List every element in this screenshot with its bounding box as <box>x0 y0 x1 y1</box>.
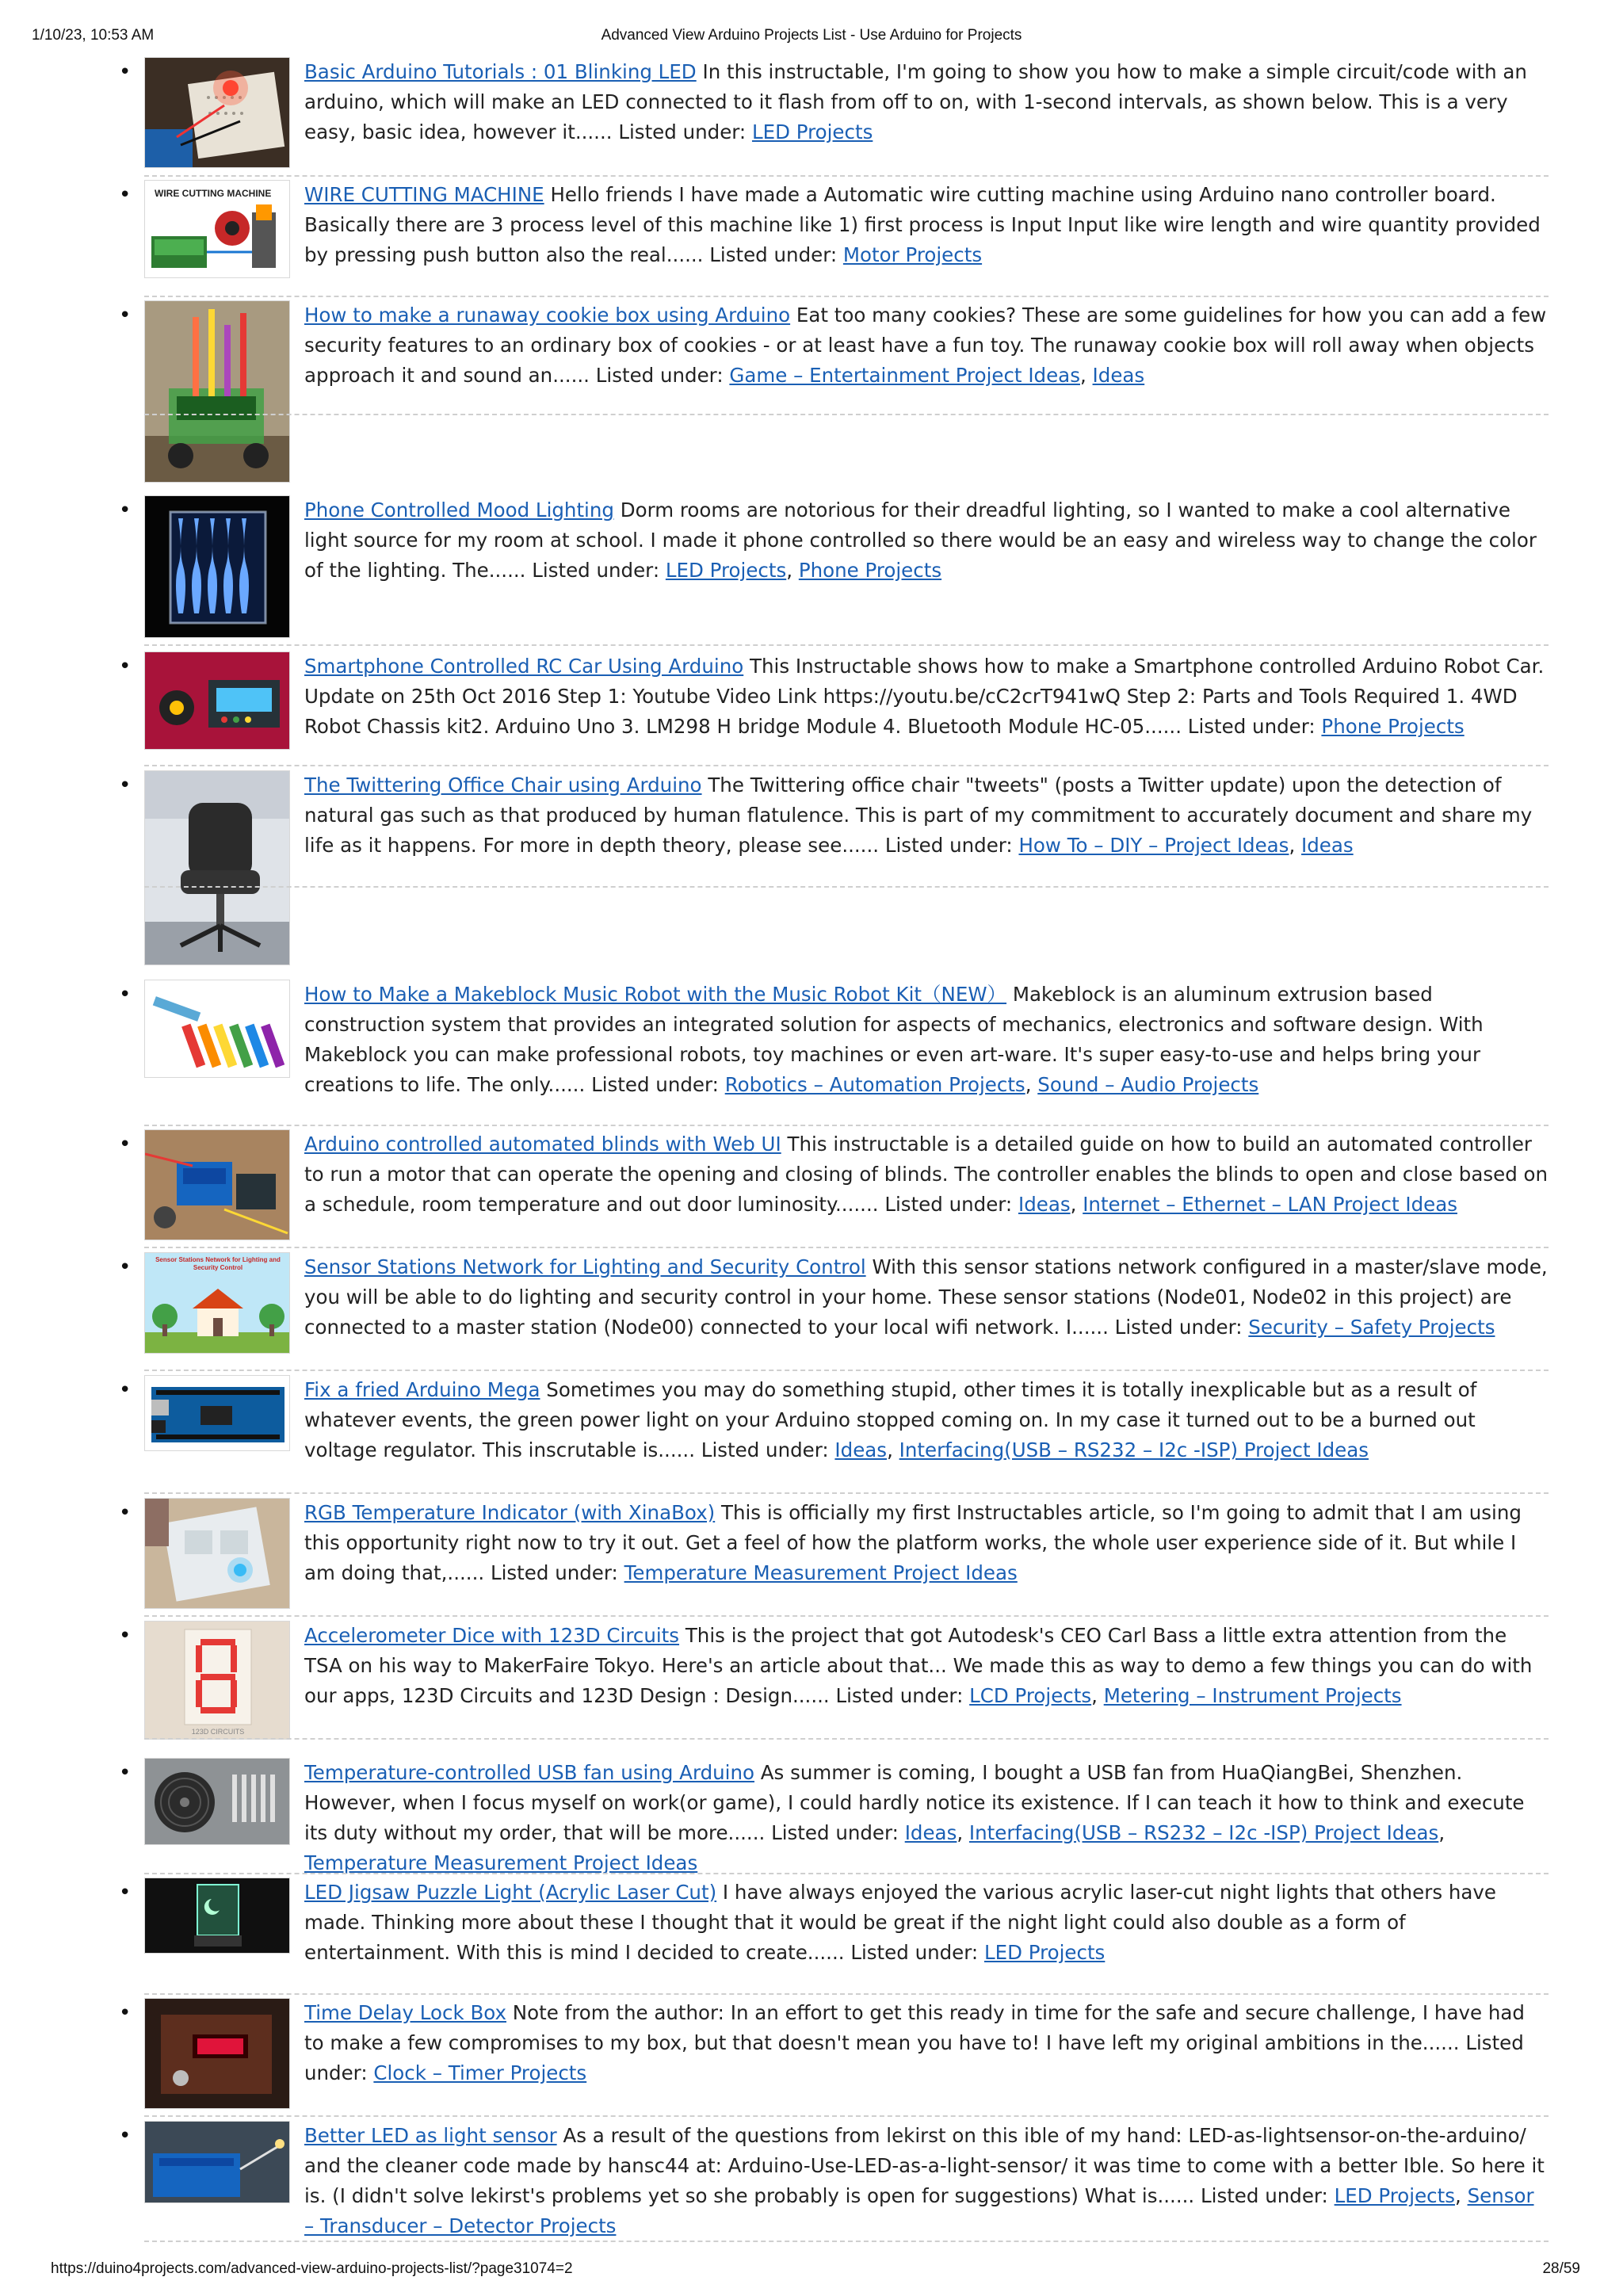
category-link[interactable]: Internet – Ethernet – LAN Project Ideas <box>1083 1193 1457 1216</box>
project-title-link[interactable]: Basic Arduino Tutorials : 01 Blinking LED <box>304 60 697 83</box>
category-link[interactable]: Motor Projects <box>842 243 983 266</box>
project-description: How to make a runaway cookie box using Arduino Eat too many cookies? These are some guidelines for how you can add a few security features to an ordinary box of cookies - or at least have a fun toy. The runaway cookie box will roll away when objects approach it and sound an...... Listed under: Game – Entertainment Project Ideas, Ideas <box>304 304 1547 387</box>
category-link[interactable]: LED Projects <box>665 559 787 582</box>
bullet: • <box>119 774 132 797</box>
wire-cutter-photo-icon <box>145 181 290 278</box>
listed-under-label: Listed under: <box>1114 1316 1243 1339</box>
project-description: Temperature-controlled USB fan using Arduino As summer is coming, I bought a USB fan from HuaQiangBei, Shenzhen. However, when I focus myself on work(or game), I could hardly notice its existence. If I can teach it how to think and execute its duty without my order, that will be more...... Listed under: Ideas, Interfacing(USB – RS232 – I2c -ISP) Project Ideas, Temperature Measurement Project Ideas <box>304 1761 1525 1874</box>
category-link[interactable]: Ideas <box>1092 364 1145 387</box>
arduino-mega-photo-icon <box>145 1376 290 1451</box>
project-list <box>0 54 1623 2244</box>
listed-under-label: Listed under: <box>884 834 1013 857</box>
category-link[interactable]: Temperature Measurement Project Ideas <box>304 1851 698 1874</box>
list-item <box>0 297 1623 492</box>
list-item <box>0 976 1623 1126</box>
category-link[interactable]: LED Projects <box>1334 2184 1455 2207</box>
dice-photo-icon <box>145 1622 290 1740</box>
project-title-link[interactable]: Fix a fried Arduino Mega <box>304 1378 540 1401</box>
blinds-controller-photo-icon <box>145 1130 290 1240</box>
project-title-link[interactable]: How to make a runaway cookie box using Arduino <box>304 304 791 327</box>
project-summary: I have always enjoyed the various acrylic laser-cut night lights that others have made. Thinking more about these I thought that it would be great if the night light could also double as a form of entertainment. With this is mind I decided to create...... <box>304 1881 1496 1964</box>
list-item <box>0 492 1623 648</box>
listed-under-label: Listed under: <box>835 1684 964 1707</box>
listed-under-label: Listed under: <box>595 364 724 387</box>
project-thumbnail[interactable] <box>144 1129 290 1240</box>
project-summary: As summer is coming, I bought a USB fan from HuaQiangBei, Shenzhen. However, when I focus myself on work(or game), I could hardly notice its existence. If I can teach it how to think and execute its duty without my order, that will be more...... <box>304 1761 1525 1844</box>
separator <box>144 1370 1549 1371</box>
project-thumbnail[interactable] <box>144 1498 290 1609</box>
thumbnail-caption: 123D CIRCUITS <box>191 1728 245 1736</box>
list-item <box>0 1126 1623 1249</box>
project-summary: This is officially my first Instructables article, so I'm going to admit that I am using this opportunity right now to try it out. Get a feel of how the platform works, the whole user experience side of it. But while I am doing that,...... <box>304 1501 1522 1584</box>
project-description: Fix a fried Arduino Mega Sometimes you may do something stupid, other times it is totally inexplicable but as a result of whatever events, the green power light on your Arduino stopped coming on. In my case it turned out to be a burned out voltage regulator. This inscrutable is...... Listed under: Ideas, Interfacing(USB – RS232 – I2c -ISP) Project Ideas <box>304 1378 1477 1461</box>
category-link[interactable]: Phone Projects <box>798 559 942 582</box>
bullet: • <box>119 2001 132 2025</box>
lock-box-photo-icon <box>145 1999 290 2109</box>
category-link[interactable]: Robotics – Automation Projects <box>724 1073 1025 1096</box>
project-description: Better LED as light sensor As a result of the questions from lekirst on this ible of my hand: LED-as-lightsensor-on-the-arduino/ and the cleaner code made by hansc44 at: Arduino-Use-LED-as-a-light-sensor/ it was time to come with a better Ible. So here it is. (I didn't solve lekirst's problems yet so she probably is open for suggestions) What is...... Listed under: LED Projects, Sensor – Transducer – Detector Projects <box>304 2124 1545 2237</box>
project-title-link[interactable]: Arduino controlled automated blinds with Web UI <box>304 1133 781 1156</box>
project-thumbnail[interactable] <box>144 1375 290 1451</box>
category-link[interactable]: Sensor – Transducer – Detector Projects <box>304 2184 1534 2237</box>
separator <box>144 2115 1549 2117</box>
category-link[interactable]: Ideas <box>834 1438 888 1461</box>
xinabox-photo-icon <box>145 1499 290 1609</box>
listed-under-label: Listed under: <box>490 1561 618 1584</box>
breadboard-photo-icon <box>145 58 290 168</box>
project-summary: The Twittering office chair "tweets" (posts a Twitter update) upon the detection of natural gas such as that produced by human flatulence. This is part of my commitment to accurately document and share my life as it happens. For more in depth theory, please see...... <box>304 774 1533 857</box>
listed-under-label: Listed under: <box>1187 715 1316 738</box>
project-thumbnail[interactable] <box>144 180 290 278</box>
project-thumbnail[interactable] <box>144 1878 290 1954</box>
list-item <box>0 1995 1623 2118</box>
project-thumbnail[interactable] <box>144 980 290 1078</box>
print-header <box>0 27 1623 51</box>
list-item <box>0 648 1623 767</box>
category-link[interactable]: LED Projects <box>751 120 873 143</box>
bullet: • <box>119 60 132 84</box>
project-thumbnail[interactable] <box>144 1998 290 2109</box>
project-description: The Twittering Office Chair using Arduino The Twittering office chair "tweets" (posts a Twitter update) upon the detection of natural gas such as that produced by human flatulence. This is part of my commitment to accurately document and share my life as it happens. For more in depth theory, please see...... Listed under: How To – DIY – Project Ideas, Ideas <box>304 774 1533 857</box>
project-thumbnail[interactable] <box>144 495 290 638</box>
category-link[interactable]: Ideas <box>904 1821 957 1844</box>
project-thumbnail[interactable] <box>144 300 290 483</box>
listed-under-label: Listed under: <box>701 1438 829 1461</box>
project-summary: This Instructable shows how to make a Smartphone controlled Arduino Robot Car. Update on 25th Oct 2016 Step 1: Youtube Video Link https://youtu.be/cC2crT941wQ Step 2: Parts and Tools Required 1. 4WD Robot Chassis kit2. Arduino Uno 3. LM298 H bridge Module 4. Bluetooth Module HC-05...... <box>304 655 1545 738</box>
category-link[interactable]: How To – DIY – Project Ideas <box>1018 834 1289 857</box>
project-thumbnail[interactable] <box>144 1758 290 1845</box>
project-thumbnail[interactable] <box>144 1621 290 1740</box>
project-summary: Hello friends I have made a Automatic wire cutting machine using Arduino nano controller board. Basically there are 3 process level of this machine like 1) first process is Input Input like wire length and wire quantity provided by pressing push button also the real...... <box>304 183 1541 266</box>
list-item <box>0 1755 1623 1874</box>
project-title-link[interactable]: Accelerometer Dice with 123D Circuits <box>304 1624 680 1647</box>
project-summary: As a result of the questions from lekirst on this ible of my hand: LED-as-lightsensor-on-the-arduino/ and the cleaner code made by hansc44 at: Arduino-Use-LED-as-a-light-sensor/ it was time to come with a better Ible. So here it is. (I didn't solve lekirst's problems yet so she probably is open for suggestions) What is...... <box>304 2124 1545 2207</box>
listed-under-label: Listed under: <box>304 2031 1524 2084</box>
project-thumbnail[interactable] <box>144 1252 290 1354</box>
bullet: • <box>119 1255 132 1279</box>
project-summary: In this instructable, I'm going to show you how to make a simple circuit/code with an arduino, which will make an LED connected to it flash from off to on, with 1-second intervals, as shown below. This is a very easy, basic idea, however it...... <box>304 60 1527 143</box>
project-title-link[interactable]: Temperature-controlled USB fan using Arduino <box>304 1761 754 1784</box>
project-description <box>304 1252 1549 1343</box>
listed-under-label: Listed under: <box>1200 2184 1328 2207</box>
project-title-link[interactable]: Time Delay Lock Box <box>304 2001 506 2024</box>
print-page-number: 28/59 <box>1542 2260 1580 2277</box>
bullet: • <box>119 983 132 1007</box>
xylophone-robot-photo-icon <box>145 980 290 1078</box>
project-description <box>304 1998 1549 2088</box>
category-link[interactable]: Metering – Instrument Projects <box>1103 1684 1402 1707</box>
sensor-network-poster-icon <box>145 1253 290 1354</box>
category-link[interactable]: LED Projects <box>983 1941 1106 1964</box>
thumbnail-caption: WIRE CUTTING MACHINE <box>155 188 272 199</box>
project-description: Phone Controlled Mood Lighting Dorm rooms are notorious for their dreadful lighting, so I wanted to make a cool alternative light source for my room at school. I made it phone controlled so there would be an easy and wireless way to change the color of the lighting. The...... Listed under: LED Projects, Phone Projects <box>304 499 1537 582</box>
project-description: Accelerometer Dice with 123D Circuits This is the project that got Autodesk's CEO Carl Bass a little extra attention from the TSA on his way to MakerFaire Tokyo. Here's an article about that... We made this as way to demo a few things you can do with our apps, 123D Circuits and 123D Design : Design...... Listed under: LCD Projects, Metering – Instrument Projects <box>304 1624 1533 1707</box>
project-title-link[interactable]: Phone Controlled Mood Lighting <box>304 499 614 521</box>
list-item <box>0 1249 1623 1372</box>
jigsaw-light-photo-icon <box>145 1878 290 1954</box>
project-description: Arduino controlled automated blinds with Web UI This instructable is a detailed guide on how to build an automated controller to run a motor that can operate the opening and closing of blinds. The controller enables the blinds to open and close based on a schedule, room temperature and out door luminosity....... Listed under: Ideas, Internet – Ethernet – LAN Project Ideas <box>304 1133 1549 1216</box>
category-link[interactable]: Ideas <box>1301 834 1354 857</box>
bullet: • <box>119 1378 132 1402</box>
category-link[interactable]: LCD Projects <box>969 1684 1092 1707</box>
listed-under-label: Listed under: <box>532 559 660 582</box>
print-url: https://duino4projects.com/advanced-view-arduino-projects-list/?page31074=2 <box>51 2260 573 2277</box>
category-link[interactable]: Phone Projects <box>1321 715 1465 738</box>
separator <box>144 886 1549 888</box>
project-summary: This instructable is a detailed guide on how to build an automated controller to run a motor that can operate the opening and closing of blinds. The controller enables the blinds to open and close based on a schedule, room temperature and out door luminosity....... <box>304 1133 1549 1216</box>
category-link[interactable]: Ideas <box>1018 1193 1071 1216</box>
bullet: • <box>119 183 132 207</box>
category-link[interactable]: Sound – Audio Projects <box>1037 1073 1259 1096</box>
project-summary: Dorm rooms are notorious for their dreadful lighting, so I wanted to make a cool alternative light source for my room at school. I made it phone controlled so there would be an easy and wireless way to change the color of the lighting. The...... <box>304 499 1537 582</box>
office-chair-photo-icon <box>145 771 290 965</box>
project-title-link[interactable]: Sensor Stations Network for Lighting and Security Control <box>304 1255 866 1278</box>
project-summary: This is the project that got Autodesk's CEO Carl Bass a little extra attention from the TSA on his way to MakerFaire Tokyo. Here's an article about that... We made this as way to demo a few things you can do with our apps, 123D Circuits and 123D Design : Design...... <box>304 1624 1533 1707</box>
bullet: • <box>119 1761 132 1785</box>
project-description <box>304 57 1549 147</box>
led-sensor-photo-icon <box>145 2122 290 2203</box>
project-summary: Makeblock is an aluminum extrusion based construction system that provides an integrated solution for aspects of mechanics, electronics and software design. With Makeblock you can make professional robots, toy machines or even art-ware. It's super easy-to-use and helps bring your creations to life. The only...... <box>304 983 1484 1096</box>
list-item <box>0 1372 1623 1495</box>
project-title-link[interactable]: WIRE CUTTING MACHINE <box>304 183 544 206</box>
bullet: • <box>119 655 132 678</box>
project-description <box>304 651 1549 742</box>
bullet: • <box>119 1133 132 1156</box>
bullet: • <box>119 1501 132 1525</box>
separator <box>144 1492 1549 1494</box>
project-title-link[interactable]: LED Jigsaw Puzzle Light (Acrylic Laser Cut) <box>304 1881 717 1904</box>
project-summary: Sometimes you may do something stupid, other times it is totally inexplicable but as a result of whatever events, the green power light on your Arduino stopped coming on. In my case it turned out to be a burned out voltage regulator. This inscrutable is...... <box>304 1378 1477 1461</box>
separator <box>144 765 1549 766</box>
listed-under-label: Listed under: <box>591 1073 719 1096</box>
cookie-box-robot-photo-icon <box>145 301 290 483</box>
project-title-link[interactable]: The Twittering Office Chair using Arduino <box>304 774 702 797</box>
bullet: • <box>119 499 132 522</box>
project-description <box>304 1498 1549 1588</box>
mood-light-photo-icon <box>145 496 290 638</box>
separator <box>144 414 1549 415</box>
listed-under-label: Listed under: <box>850 1941 979 1964</box>
project-description: How to Make a Makeblock Music Robot with the Music Robot Kit（NEW） Makeblock is an aluminum extrusion based construction system that provides an integrated solution for aspects of mechanics, electronics and software design. With Makeblock you can make professional robots, toy machines or even art-ware. It's super easy-to-use and helps bring your creations to life. The only...... Listed under: Robotics – Automation Projects, Sound – Audio Projects <box>304 983 1484 1096</box>
separator <box>144 644 1549 646</box>
category-link[interactable]: Temperature Measurement Project Ideas <box>624 1561 1018 1584</box>
listed-under-label: Listed under: <box>709 243 838 266</box>
listed-under-label: Listed under: <box>618 120 747 143</box>
category-link[interactable]: Interfacing(USB – RS232 – I2c -ISP) Project Ideas <box>899 1438 1369 1461</box>
project-title-link[interactable]: Smartphone Controlled RC Car Using Arduino <box>304 655 744 678</box>
project-thumbnail[interactable] <box>144 57 290 168</box>
rc-car-photo-icon <box>145 652 290 750</box>
project-thumbnail[interactable] <box>144 770 290 965</box>
list-item <box>0 177 1623 297</box>
list-item <box>0 1495 1623 1618</box>
category-link[interactable]: Clock – Timer Projects <box>373 2061 587 2084</box>
project-summary: Note from the author: In an effort to get this ready in time for the safe and secure challenge, I have had to make a few compromises to my box, but that doesn't mean you have to! I have left my original ambitions in the...... <box>304 2001 1525 2054</box>
list-item <box>0 767 1623 976</box>
project-title-link[interactable]: RGB Temperature Indicator (with XinaBox) <box>304 1501 716 1524</box>
thumbnail-caption: Sensor Stations Network for Lighting and Security Control <box>155 1256 281 1271</box>
list-item <box>0 1874 1623 1995</box>
list-item <box>0 1618 1623 1755</box>
project-summary: With this sensor stations network configured in a master/slave mode, you will be able to do lighting and security control in your home. These sensor stations (Node01, Node02 in this project) are connected to a master station (Node00) connected to your local wifi network. I...... <box>304 1255 1548 1339</box>
bullet: • <box>119 304 132 327</box>
bullet: • <box>119 1624 132 1648</box>
separator <box>144 2241 1549 2242</box>
separator <box>144 1738 1549 1740</box>
project-thumbnail[interactable] <box>144 651 290 750</box>
project-title-link[interactable]: Better LED as light sensor <box>304 2124 557 2147</box>
list-item <box>0 54 1623 177</box>
project-description <box>304 180 1549 270</box>
usb-fan-photo-icon <box>145 1759 290 1845</box>
print-datetime: 1/10/23, 10:53 AM <box>32 27 155 44</box>
project-description <box>304 1878 1549 1968</box>
project-title-link[interactable]: How to Make a Makeblock Music Robot with the Music Robot Kit（NEW） <box>304 983 1007 1006</box>
listed-under-label: Listed under: <box>884 1193 1013 1216</box>
bullet: • <box>119 2124 132 2148</box>
project-thumbnail[interactable] <box>144 2121 290 2203</box>
project-summary: Eat too many cookies? These are some guidelines for how you can add a few security features to an ordinary box of cookies - or at least have a fun toy. The runaway cookie box will roll away when objects approach it and sound an...... <box>304 304 1547 387</box>
print-footer <box>0 2260 1623 2284</box>
category-link[interactable]: Game – Entertainment Project Ideas <box>729 364 1080 387</box>
separator <box>144 1615 1549 1617</box>
list-item <box>0 2118 1623 2244</box>
listed-under-label: Listed under: <box>771 1821 899 1844</box>
separator <box>144 1247 1549 1248</box>
print-page-title: Advanced View Arduino Projects List - Use Arduino for Projects <box>601 27 1022 44</box>
category-link[interactable]: Interfacing(USB – RS232 – I2c -ISP) Project Ideas <box>968 1821 1439 1844</box>
category-link[interactable]: Security – Safety Projects <box>1248 1316 1495 1339</box>
bullet: • <box>119 1881 132 1904</box>
